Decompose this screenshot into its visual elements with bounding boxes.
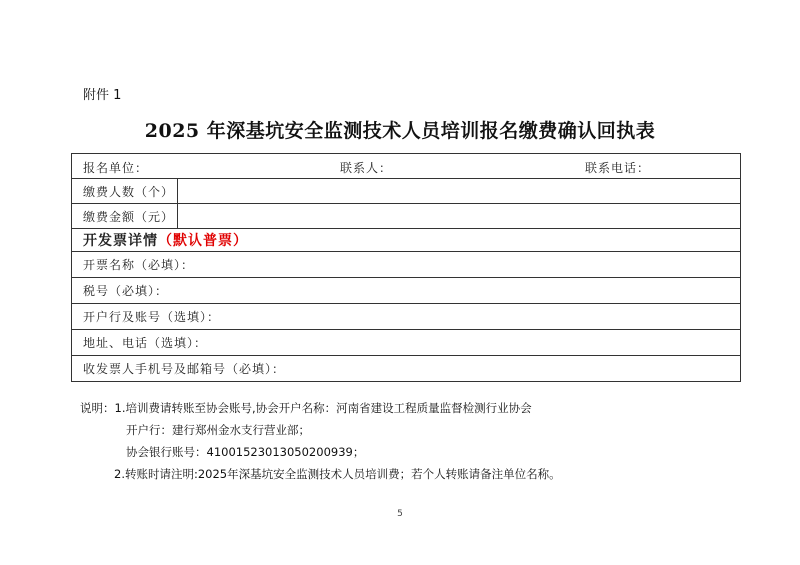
note-line-3: 协会银行账号：41001523013050200939； (126, 445, 365, 459)
people-count-field[interactable] (178, 179, 741, 204)
bank-label: 开户行及账号（选填）： (83, 310, 221, 324)
amount-label: 缴费金额（元） (72, 204, 178, 229)
note-line-4: 2.转账时请注明:2025年深基坑安全监测技术人员培训费；若个人转账请备注单位名称。 (114, 467, 561, 481)
address-field[interactable] (72, 330, 741, 356)
tax-id-row (72, 278, 741, 304)
people-count-label: 缴费人数（个） (72, 179, 178, 204)
recipient-field[interactable] (72, 356, 741, 382)
invoice-name-field[interactable] (72, 252, 741, 278)
amount-row (72, 204, 741, 229)
attachment-label: 附件 1 (83, 88, 122, 103)
page-title: 2025 年深基坑安全监测技术人员培训报名缴费确认回执表 (144, 120, 656, 142)
amount-field[interactable] (178, 204, 741, 229)
address-row (72, 330, 741, 356)
invoice-heading-cell (72, 229, 741, 252)
invoice-name-row (72, 252, 741, 278)
tax-id-field[interactable] (72, 278, 741, 304)
registration-form-table (71, 153, 741, 382)
tax-id-label: 税号（必填）： (83, 284, 169, 298)
unit-label: 报名单位： (83, 161, 149, 175)
contact-label: 联系人： (340, 161, 393, 175)
phone-label: 联系电话： (585, 161, 651, 175)
note-line-2: 开户行：建行郑州金水支行营业部； (126, 423, 310, 437)
invoice-heading: 开发票详情 (83, 233, 158, 249)
invoice-heading-row (72, 229, 741, 252)
recipient-row (72, 356, 741, 382)
people-count-row (72, 179, 741, 204)
unit-contact-cell[interactable] (72, 154, 741, 179)
address-label: 地址、电话（选填）： (83, 336, 208, 350)
recipient-label: 收发票人手机号及邮箱号（必填）： (83, 362, 286, 376)
bank-field[interactable] (72, 304, 741, 330)
bank-row (72, 304, 741, 330)
note-line-1: 说明：1.培训费请转账至协会账号,协会开户名称：河南省建设工程质量监督检测行业协会 (80, 401, 532, 415)
unit-contact-row (72, 154, 741, 179)
invoice-default-note: （默认普票） (158, 233, 248, 249)
page-number: 5 (397, 509, 403, 519)
invoice-name-label: 开票名称（必填）： (83, 258, 195, 272)
